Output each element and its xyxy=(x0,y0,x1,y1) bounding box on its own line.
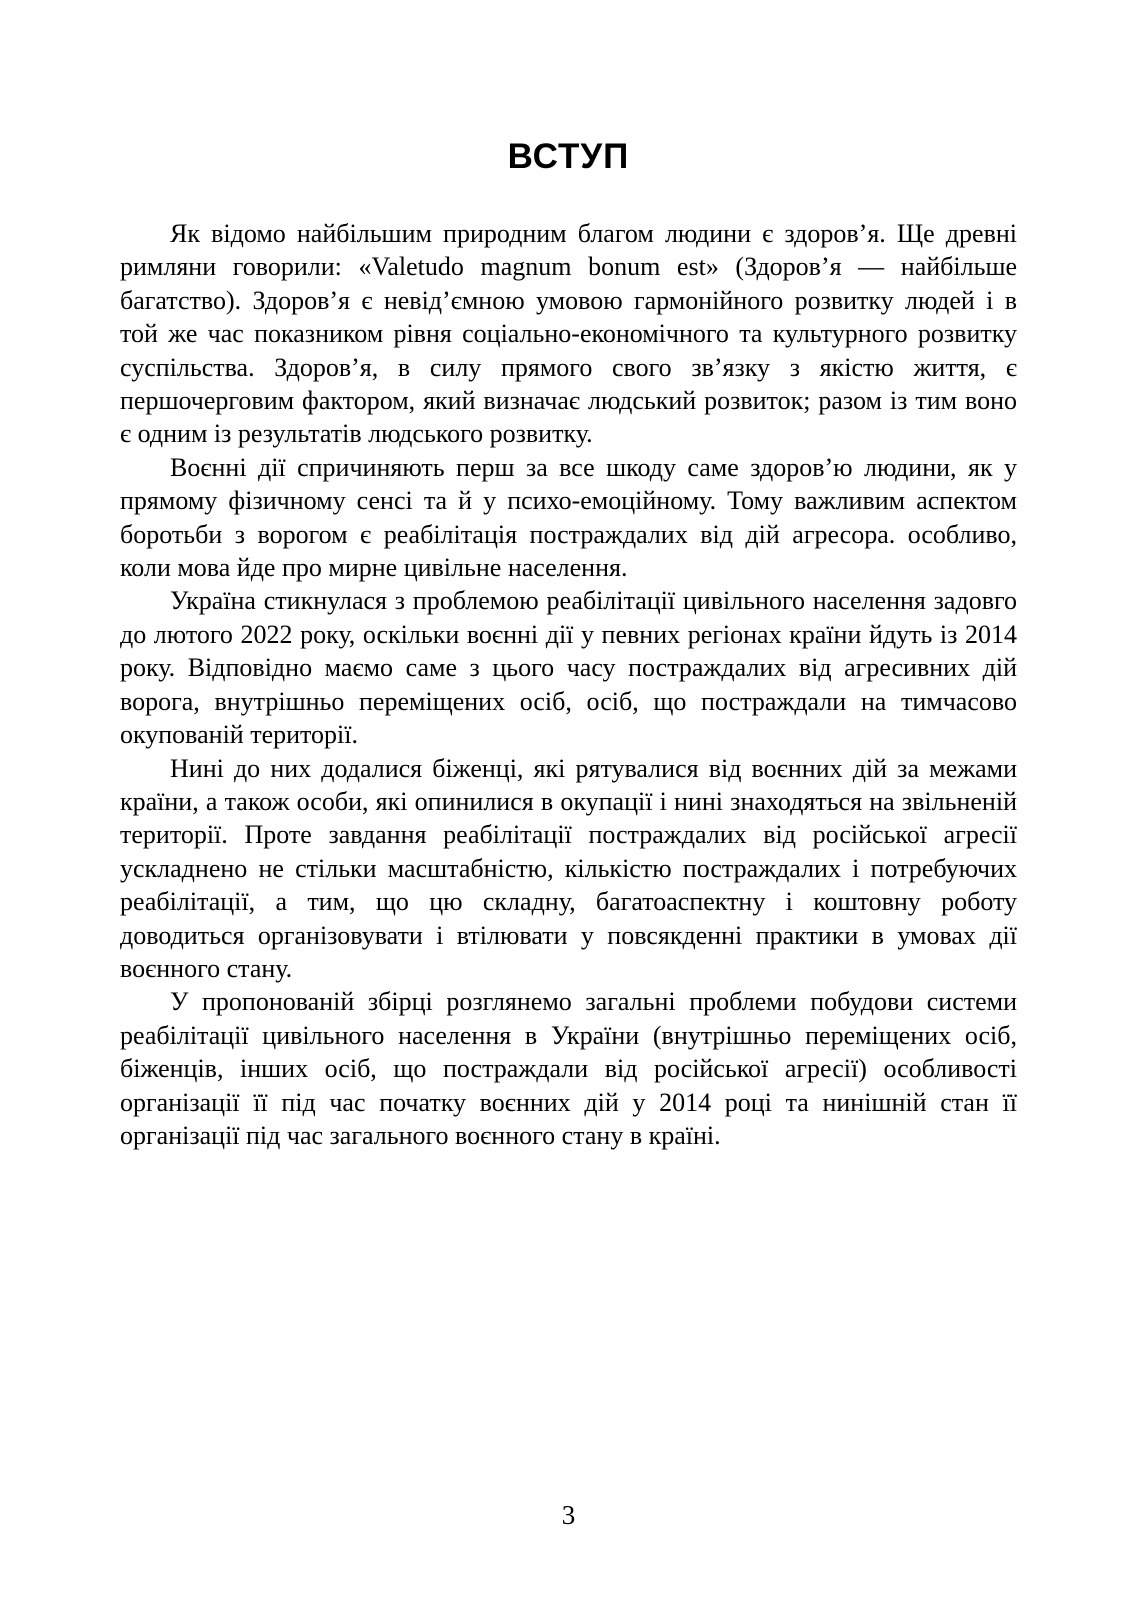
body-text xyxy=(120,217,1017,1152)
paragraph-intro-health: Як відомо найбільшим природним благом людини є здоров’я. Ще древні римляни говорили: «Valetudo magnum bonum est» (Здоров’я — найбільше багатство). Здоров’я є невід’ємною умовою гармонійного розвитку людей і в той же час показником рівня соціально-економічного та культурного розвитку суспільства. Здоров’я, в силу прямого свого зв’язку з якістю життя, є першочерговим фактором, який визначає людський розвиток; разом із тим воно є одним із результатів людського розвитку. xyxy=(120,219,1017,449)
page-number: 3 xyxy=(561,1500,576,1530)
paragraph-refugees: Нині до них додалися біженці, які рятувалися від воєнних дій за межами країни, а також особи, які опинилися в окупації і нині знаходяться на звільненій території. Проте завдання реабілітації постраждалих від російської агресії ускладнено не стільки масштабністю, кількістю постраждалих і потребуючих реабілітації, а тим, що цю складну, багатоаспектну і коштовну роботу доводиться організовувати і втілювати у повсякденні практики в умовах дії воєнного стану. xyxy=(120,753,1017,983)
page-title: ВСТУП xyxy=(507,137,630,176)
text-block xyxy=(120,0,1017,1152)
paragraph-collection-overview: У пропонованій збірці розглянемо загальні проблеми побудови системи реабілітації цивільного населення в України (внутрішньо переміщених осіб, біженців, інших осіб, що постраждали від російської агресії) особливості організації її під час початку воєнних дій у 2014 році та нинішній стан її організації під час загального воєнного стану в країні. xyxy=(120,987,1017,1150)
paragraph-war-harm: Воєнні дії спричиняють перш за все шкоду саме здоров’ю людини, як у прямому фізичному сенсі та й у психо-емоційному. Тому важливим аспектом боротьби з ворогом є реабілітація постраждалих від дій агресора. особливо, коли мова йде про мирне цивільне населення. xyxy=(120,452,1017,583)
paragraph-ukraine-2014: Україна стикнулася з проблемою реабілітації цивільного населення задовго до лютого 2022 року, оскільки воєнні дії у певних регіонах країни йдуть із 2014 року. Відповідно маємо саме з цього часу постраждалих від агресивних дій ворога, внутрішньо переміщених осіб, осіб, що постраждали на тимчасово окупованій території. xyxy=(120,586,1017,750)
